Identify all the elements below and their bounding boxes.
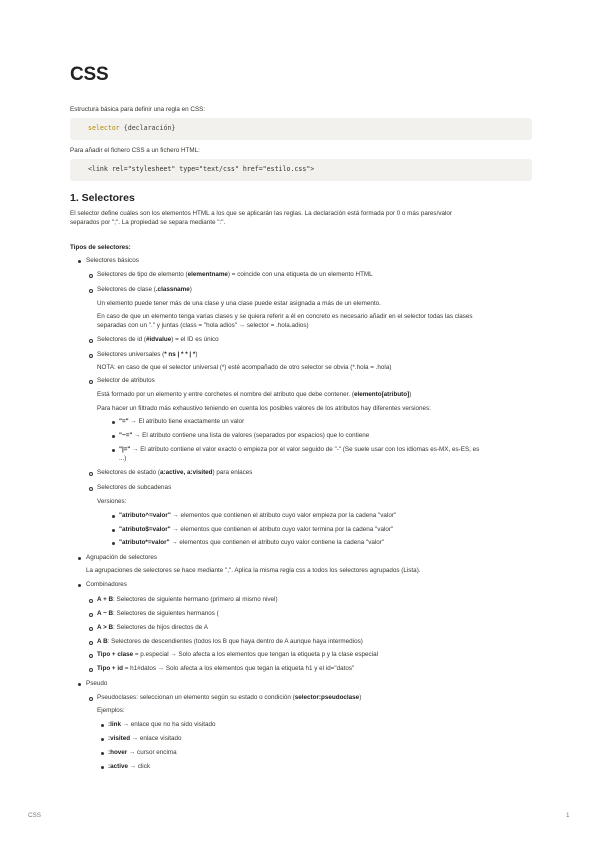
list-item-atributos: Selector de atributos xyxy=(97,377,155,384)
code-block-rule xyxy=(70,118,532,140)
sub-version-starts: "atributo^=valor" → elementos que contienen el atributo cuyo valor empieza por la cadena "valor" xyxy=(119,512,397,519)
example-visited: :visited → enlace visitado xyxy=(108,735,182,742)
versiones-label: Versiones: xyxy=(97,498,127,505)
list-item-pseudoclases: Pseudoclases: seleccionan un elemento según su estado o condición (selector:pseudoclase) xyxy=(97,694,362,701)
comb-next-sibling: A + B: Selectores de siguiente hermano (primero al mismo nivel) xyxy=(97,596,278,603)
clase-paragraph-3: separadas con un "." y juntas (class = "hola adios" → selector = .hola.adios) xyxy=(97,322,309,329)
comb-siblings: A ~ B: Selectores de siguientes hermanos ( xyxy=(97,610,219,617)
page-title: CSS xyxy=(70,64,109,85)
clase-paragraph-2: En caso de que un elemento tenga varias clases y se quiera referir a él en concreto es necesario añadir en el selector todas las clases xyxy=(97,313,473,320)
ejemplos-label: Ejemplos: xyxy=(97,707,125,714)
universal-note: NOTA: en caso de que el selector universal (*) esté acompañado de otro selector se obvia (*.hola = .hola) xyxy=(97,364,392,371)
agrupacion-paragraph: La agrupaciones de selectores se hace mediante ",". Aplica la misma regla css a todos los selectores agrupados (Lista). xyxy=(86,567,421,574)
list-item-universal: Selectores universales (* ns | * * | *) xyxy=(97,351,198,358)
attr-version-equals: "=" → El atributo tiene exactamente un valor xyxy=(119,418,245,425)
code-link-tag: <link rel="stylesheet" type="text/css" href="estilo.css"> xyxy=(88,165,315,173)
example-hover: :hover → cursor encima xyxy=(108,749,177,756)
section-heading-selectores: 1. Selectores xyxy=(70,192,135,204)
attr-version-pipe-cont: ...) xyxy=(119,455,127,462)
attr-version-tilde: "~=" → El atributo contiene una lista de valores (separados por espacios) que lo contiene xyxy=(119,432,370,439)
code-block-link xyxy=(70,159,532,181)
example-active: :active → click xyxy=(108,763,150,770)
footer-title: CSS xyxy=(28,812,41,819)
types-heading: Tipos de selectores: xyxy=(70,244,131,251)
list-item-id: Selectores de id (#idvalue) = el ID es único xyxy=(97,336,219,343)
sub-version-ends: "atributo$=valor" → elementos que contienen el atributo cuyo valor termina por la cadena "valor" xyxy=(119,526,394,533)
list-item-estado: Selectores de estado (a:active, a:visited) para enlaces xyxy=(97,469,253,476)
list-item-agrupacion: Agrupación de selectores xyxy=(86,554,158,561)
clase-paragraph-1: Un elemento puede tener más de una clase y una clase puede estar asignada a más de un elemento. xyxy=(97,300,381,307)
comb-children: A > B: Selectores de hijos directos de A xyxy=(97,624,208,631)
comb-descendants: A B: Selectores de descendientes (todos los B que haya dentro de A aunque haya intermedios) xyxy=(97,638,363,645)
intro-text: Estructura básica para definir una regla en CSS: xyxy=(70,106,206,113)
list-item-basic: Selectores básicos xyxy=(86,257,139,264)
sub-version-contains: "atributo*=valor" → elementos que contienen el atributo cuyo valor contiene la cadena "valor" xyxy=(119,539,385,546)
list-item-clase: Selectores de clase (.classname) xyxy=(97,286,192,293)
list-item-tipo-elemento: Selectores de tipo de elemento (elementname) = coincide con una etiqueta de un elemento HTML xyxy=(97,271,373,278)
comb-type-id: Tipo + id = h1#datos → Solo afecta a los elementos que tegan la etiqueta h1 y el id="datos" xyxy=(97,665,355,672)
attr-version-pipe: "|=" → El atributo contiene el valor exacto o empieza por el valor seguido de "-" (Se suele usar con los idiomas es-MX, es-ES, es xyxy=(119,446,480,453)
comb-type-class: Tipo + clase = p.especial → Solo afecta a los elementos que tengan la etiqueta p y la clase especial xyxy=(97,651,378,658)
list-item-pseudo: Pseudo xyxy=(86,680,108,687)
atributos-paragraph-1: Está formado por un elemento y entre corchetes el nombre del atributo que debe contener. (elemento[atributo]) xyxy=(97,391,412,398)
code-selector: selector xyxy=(88,124,120,132)
list-item-combinadores: Combinadores xyxy=(86,581,127,588)
section-paragraph-line2: separados por ";". La propiedad se separa mediante ":". xyxy=(70,219,226,226)
section-paragraph-line1: El selector define cuáles son los elementos HTML a los que se aplicarán las reglas. La declaración está formada por 0 o más pares/valor xyxy=(70,210,452,217)
intro-text-2: Para añadir el fichero CSS a un fichero HTML: xyxy=(70,147,200,154)
footer-page-number: 1 xyxy=(566,812,570,819)
atributos-paragraph-2: Para hacer un filtrado más exhaustivo teniendo en cuenta los posibles valores de los atributos hay diferentes versiones: xyxy=(97,405,431,412)
list-item-subcadenas: Selectores de subcadenas xyxy=(97,484,172,491)
example-link: :link → enlace que no ha sido visitado xyxy=(108,721,216,728)
code-declaration: {declaración} xyxy=(123,124,176,132)
